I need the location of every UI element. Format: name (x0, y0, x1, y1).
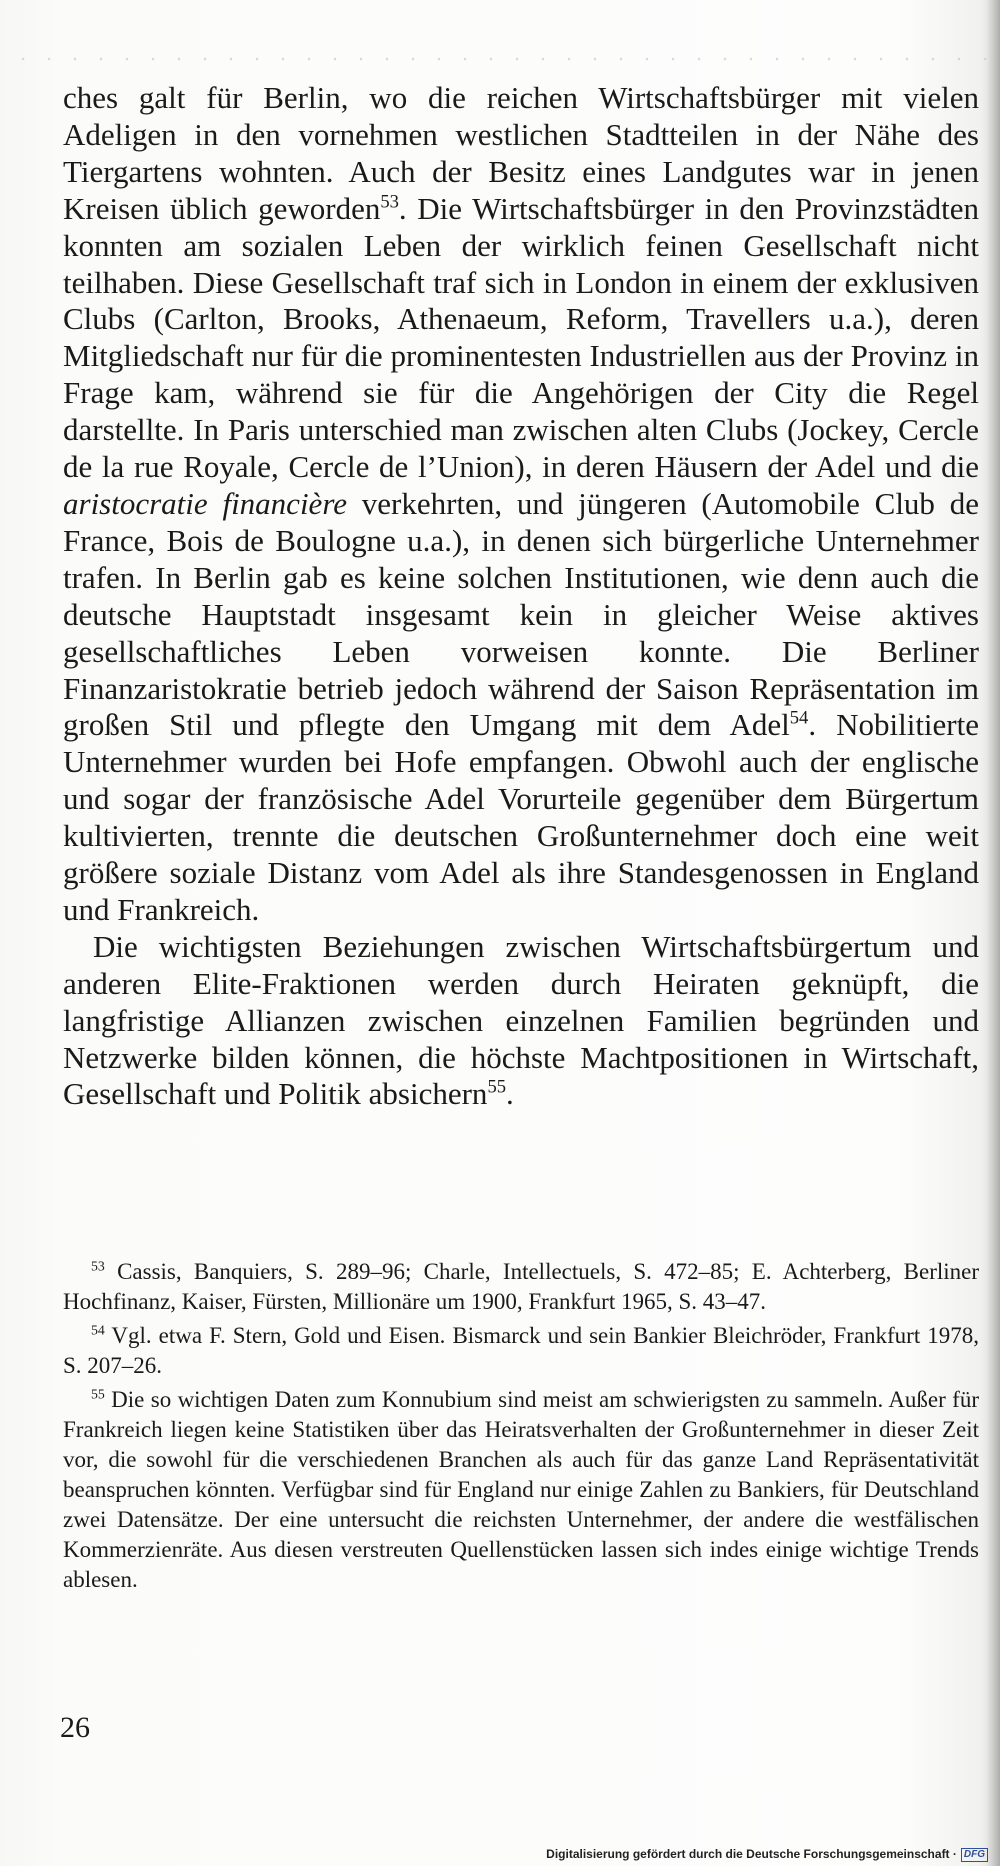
paragraph-1: ches galt für Berlin, wo die reichen Wirtschaftsbürger mit vielen Adeligen in den vornehmen westlichen Stadtteilen in der Nähe des Tiergartens wohnten. Auch der Besitz eines Landgutes war in jenen Kreisen üblich geworden$^{53}$. Die Wirtschaftsbürger in den Provinzstädten konnten am sozialen Leben der wirklich feinen Gesellschaft nicht teilhaben. Diese Gesellschaft traf sich in London in einem der exklusiven Clubs (Carlton, Brooks, Athenaeum, Reform, Travellers u.a.), deren Mitgliedschaft nur für die prominentesten Industriellen aus der Provinz in Frage kam, während sie für die Angehörigen der City die Regel darstellte. In Paris unterschied man zwischen alten Clubs (Jockey, Cercle de la rue Royale, Cercle de l’Union), in deren Häusern der Adel und die aristocratie financière verkehrten, und jüngeren (Automobile Club de France, Bois de Boulogne u.a.), in denen sich bürgerliche Unternehmer trafen. In Berlin gab es keine solchen Institutionen, wie denn auch die deutsche Hauptstadt insgesamt kein in gleicher Weise aktives gesellschaftliches Leben vorweisen konnte. Die Berliner Finanzaristokratie betrieb jedoch während der Saison Repräsentation im großen Stil und pflegte den Umgang mit dem Adel$^{54}$. Nobilitierte Unternehmer wurden bei Hofe empfangen. Obwohl auch der englische und sogar der französische Adel Vorurteile gegenüber dem Bürgertum kultivierten, trennte die deutschen Großunternehmer doch eine weit größere soziale Distanz vom Adel als ihre Standesgenossen in England und Frankreich. (63, 80, 979, 927)
footnote-marker: 54 (789, 708, 809, 730)
page-number: 26 (60, 1711, 90, 1744)
funding-note (0, 1846, 988, 1862)
main-text (63, 80, 979, 1113)
funding-text: Digitalisierung gefördert durch die Deutsche Forschungsgemeinschaft · (546, 1847, 957, 1861)
footnote-54: $^{54}$ Vgl. etwa F. Stern, Gold und Eisen. Bismarck und sein Bankier Bleichröder, Frankfurt 1978, S. 207–26. (63, 1322, 979, 1378)
scan-artifact-dots (10, 56, 990, 62)
footnote-marker: 54 (91, 1322, 105, 1338)
footnote-marker: 55 (487, 1077, 507, 1099)
footnote-marker: 55 (91, 1386, 105, 1402)
page-edge-shadow (986, 0, 1000, 1866)
dfg-logo: DFG (961, 1848, 988, 1862)
paragraph-2: Die wichtigsten Beziehungen zwischen Wirtschaftsbürgertum und anderen Elite-Fraktionen werden durch Heiraten geknüpft, die langfristige Allianzen zwischen einzelnen Familien begründen und Netzwerke bilden können, die höchste Machtpositionen in Wirtschaft, Gesellschaft und Politik absichern$^{55}$. (63, 928, 979, 1112)
footnote-marker: 53 (380, 191, 399, 213)
footnotes (63, 1257, 979, 1599)
footnote-55: $^{55}$ Die so wichtigen Daten zum Konnubium sind meist am schwierigsten zu sammeln. Außer für Frankreich liegen keine Statistiken über das Heiratsverhalten der Großunternehmer in dieser Zeit vor, die sowohl für die verschiedenen Branchen als auch für das ganze Land Repräsentativität beanspruchen könnten. Verfügbar sind für England nur einige Zahlen zu Bankiers, für Deutschland zwei Datensätze. Der eine untersucht die reichsten Unternehmer, der andere die westfälischen Kommerzienräte. Aus diesen verstreuten Quellenstücken lassen sich indes einige wichtige Trends ablesen. (63, 1386, 979, 1592)
footnote-53: $^{53}$ Cassis, Banquiers, S. 289–96; Charle, Intellectuels, S. 472–85; E. Achterberg, Berliner Hochfinanz, Kaiser, Fürsten, Millionäre um 1900, Frankfurt 1965, S. 43–47. (63, 1258, 979, 1314)
italic-term: aristocratie financière (63, 485, 347, 521)
footnote-marker: 53 (91, 1258, 105, 1274)
